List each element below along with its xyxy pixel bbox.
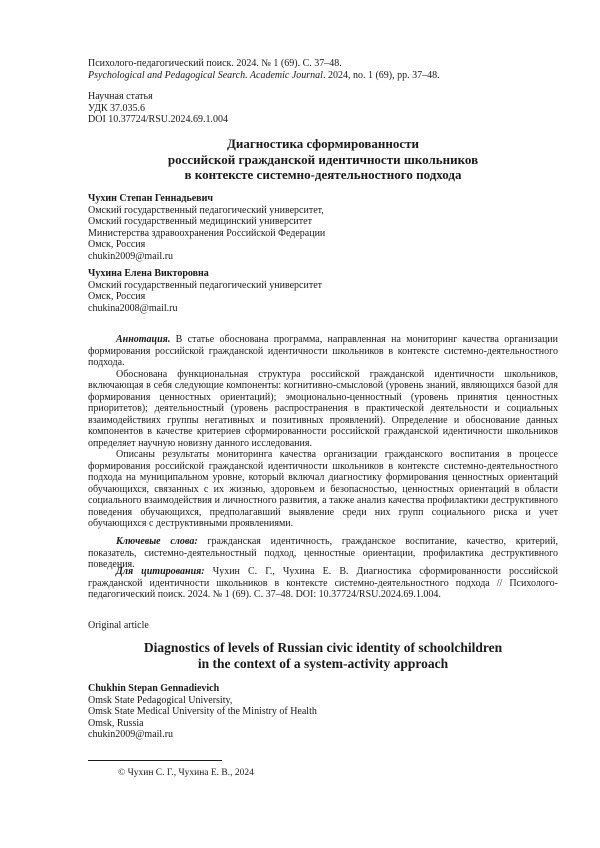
author-block-en [88, 683, 516, 741]
author-affiliation: Омский государственный педагогический университет [88, 279, 323, 291]
author-name: Чухина Елена Викторовна [88, 268, 209, 279]
journal-header [88, 58, 516, 81]
author-name: Чухин Степан Геннадьевич [88, 193, 213, 204]
author-name-en: Chukhin Stepan Gennadievich [88, 683, 220, 694]
author-affiliation-en: Omsk, Russia [88, 717, 144, 729]
article-meta [88, 91, 516, 126]
abstract-paragraph: Обоснована функциональная структура российской гражданской идентичности школьников, включающая в себя следующие компоненты: когнитивно-смысловой (уровень знаний, являющихся базой для формирования ценностных ориентаций); эмоционально-ценностный (уровень принятия ценностных приоритетов); деятельностный (уровень распространения в практической деятельности и социальных взаимодействиях группы негативных и позитивных проявлений). Определение и обоснование данных компонентов в качестве критериев сформированности российской гражданской идентичности школьников определяет научную новизну данного исследования. [88, 368, 558, 449]
citation-text: Чухин С. Г., Чухина Е. В. Диагностика сформированности российской гражданской идентичности школьников в контексте системно-деятельностного подхода // Психолого-педагогический поиск. 2024. № 1 (69). С. 37–48. DOI: 10.37724/RSU.2024.69.1.004. [88, 566, 558, 600]
author-affiliation-en: Omsk State Medical University of the Ministry of Health [88, 706, 317, 717]
author-affiliation: Омск, Россия [88, 291, 146, 302]
keywords-text: гражданская идентичность, гражданское воспитание, качество, критерий, показатель, системно-деятельностный подход, ценностные ориентации, профилактика деструктивного поведения. [88, 536, 558, 570]
article-title-en [88, 640, 558, 672]
title-ru-line: в контексте системно-деятельностного подхода [184, 167, 462, 182]
abstract-text: В статье обоснована программа, направленная на мониторинг качества организации формирования российской гражданской идентичности школьников в контексте системно-деятельностного подхода. [88, 334, 558, 368]
author-affiliation: Омск, Россия [88, 239, 146, 250]
author-affiliation: Омский государственный педагогический университет, [88, 204, 324, 216]
author-affiliation-en: Omsk State Pedagogical University, [88, 694, 233, 706]
author-affiliation: Омский государственный медицинский университет [88, 216, 312, 227]
article-type: Научная статья [88, 91, 153, 102]
udc-code: УДК 37.035.6 [88, 102, 146, 114]
title-en-line: Diagnostics of levels of Russian civic identity of schoolchildren [143, 640, 503, 655]
original-article-label [88, 620, 516, 632]
author-block [88, 268, 516, 314]
citation-paragraph [88, 566, 558, 601]
author-email-en[interactable]: chukin2009@mail.ru [88, 729, 174, 740]
title-ru-line: российской гражданской идентичности школьников [167, 151, 479, 167]
author-affiliation: Министерства здравоохранения Российской Федерации [88, 227, 326, 239]
citation-label: Для цитирования: [116, 566, 205, 577]
author-email[interactable]: chukin2009@mail.ru [88, 250, 174, 262]
original-article-text: Original article [88, 620, 149, 631]
copyright-footnote: © Чухин С. Г., Чухина Е. В., 2024 [118, 768, 254, 778]
author-email[interactable]: chukina2008@mail.ru [88, 302, 178, 314]
title-ru-line: Диагностика сформированности [226, 136, 420, 151]
journal-citation-ru: Психолого-педагогический поиск. 2024. № 1 (69). С. 37–48. [88, 58, 342, 69]
journal-citation-en [88, 70, 516, 82]
abstract [88, 334, 558, 530]
author-block [88, 193, 516, 262]
abstract-paragraph: Описаны результаты мониторинга качества организации гражданского воспитания в процессе формирования российской гражданской идентичности школьников в контексте системно-деятельностного подхода на муниципальном уровне, который включал диагностику формирования ценностных ориентаций обучающихся, связанных с их жизнью, здоровьем и безопасностью, ценностных ориентаций в области социального взаимодействия и личностного развития, а также анализ качества профилактики деструктивного поведения обучающихся, предполагавший выявление среди них групп социального риска и учет обучающихся с деструктивными проявлениями. [88, 449, 558, 529]
article-title-ru [88, 136, 558, 183]
keywords-label: Ключевые слова: [116, 536, 198, 547]
title-en-line: in the context of a system-activity approach [197, 656, 449, 671]
abstract-label: Аннотация. [116, 334, 171, 345]
journal-title-en: Psychological and Pedagogical Search. Academic Journal [88, 69, 323, 81]
footnote-divider [88, 760, 222, 761]
citation [88, 566, 558, 601]
journal-issue-en: . 2024, no. 1 (69), pp. 37–48. [322, 69, 440, 81]
doi: DOI 10.37724/RSU.2024.69.1.004 [88, 114, 229, 125]
abstract-paragraph [88, 334, 558, 369]
